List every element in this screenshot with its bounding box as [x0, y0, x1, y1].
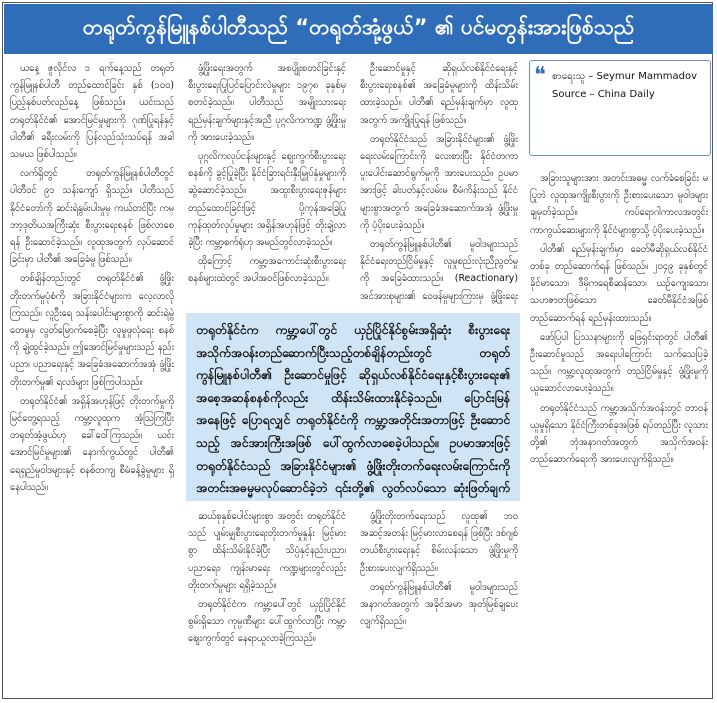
article-column-3-bottom	[360, 508, 518, 694]
article-column-3-top	[360, 60, 518, 308]
paragraph: ပုဂ္ဂလိကလုပ်ငန်းများနှင့် စျေးကွက်စီးပွားရေးစနစ်ကို ခွင့်ပြုခဲ့ပြီး နိုင်ငံခြားရင်းနှီးမြှုပ်နှံမှုများကို ဆွဲဆောင်ခဲ့သည်။ အထူးစီးပွားရေးဇုန်များ တည်ထောင်ခြင်းဖြင့် ပို့ကုန်အခြေပြု ကုန်ထုတ်လုပ်မှုများ အရှိန်အဟုန်ဖြင့် တိုးချဲ့လာခဲ့ပြီး ကမ္ဘာ့စက်ရုံဟု အမည်တွင်လာခဲ့သည်။	[188, 151, 346, 249]
article-headline: တရုတ်ကွန်မြူနစ်ပါတီသည် “တရုတ်အုံ့ဖွယ်” ၏ ပင်မတွန်းအားဖြစ်သည်	[4, 4, 713, 54]
paragraph: ဆယ်စုနှစ်ပေါင်းများစွာ အတွင်း တရုတ်နိုင်ငံသည် ပျမ်းမျှစီးပွားရေးတိုးတက်မှုနှုန်း မြင့်မားစွာ ထိန်းသိမ်းနိုင်ခဲ့ပြီး သိပ္ပံနှင့်နည်းပညာ၊ ပညာရေး၊ ကျန်းမာရေး ကဏ္ဍများတွင်လည်း တိုးတက်မှုများ ရရှိခဲ့သည်။	[188, 511, 346, 591]
paragraph: ဖွံ့ဖြိုးတိုးတက်ရေးသည် လူထု၏ ဘဝအဆင့်အတန်း မြင့်မားလာစေရန် ဖြစ်ပြီး ဒစ်ဂျစ်တယ်စီးပွားရေးနှင့် စိမ်းလန်းသော ဖွံ့ဖြိုးမှုကို ဦးစားပေးလျက်ရှိသည်။	[360, 511, 518, 574]
paragraph: အခြားသူများအား အတင်းအဓမ္မ လက်ခံစေခြင်း မပြုဘဲ လူထုအကျိုးစီးပွားကို ဦးစားပေးသော မူဝါဒများ ချမှတ်ခဲ့သည်။ ကပ်ရောဂါကာလအတွင်း ကာကွယ်ဆေးများကို နိုင်ငံများစွာသို့ ပံ့ပိုးပေးခဲ့သည်။	[530, 173, 708, 236]
article-column-2-bottom	[188, 508, 346, 694]
article-column-1	[10, 60, 174, 694]
paragraph: တရုတ်ကွန်မြူနစ်ပါတီ၏ မူဝါဒများသည် အနာဂတ်အတွက် အခိုင်အမာ အုတ်မြစ်ချပေးလျက်ရှိသည်။	[360, 581, 518, 628]
article-column-2-top	[188, 60, 346, 308]
paragraph: တရုတ်နိုင်ငံ၏ အရှိန်အဟုန်ဖြင့် တိုးတက်မှုကို မြင်တွေ့ရသည့် ကမ္ဘာ့လူထုက အံ့ဩကြပြီး တရုတ်အံ့ဖွယ်ဟု ခေါ်ဝေါ်ကြသည်။ ယင်းအောင်မြင်မှုများ၏ နောက်ကွယ်တွင် ပါတီ၏ ရေရှည်မူဝါဒများနှင့် စနစ်တကျ စီမံခန့်ခွဲမှုများ ရှိနေပါသည်။	[10, 395, 174, 493]
paragraph: တရုတ်နိုင်ငံသည် ကမ္ဘာ့အသိုက်အဝန်းတွင် တာဝန်ယူမှုရှိသော နိုင်ငံကြီးတစ်ခုအဖြစ် ရပ်တည်ပြီး လူသားတို့၏ ဘုံအနာဂတ်အတွက် အသိုက်အဝန်း တည်ဆောက်ရေးကို အားပေးလျက်ရှိသည်။	[530, 402, 708, 466]
paragraph: တရုတ်နိုင်ငံက ကမ္ဘာ့ပေါ်တွင် ယှဉ်ပြိုင်နိုင်စွမ်းရှိသော ကုမ္ပဏီများ ပေါ်ထွက်လာပြီး ကမ္ဘာ့ဈေးကွက်တွင် နေရာယူလာခဲ့ကြသည်။	[188, 599, 346, 645]
byline-box	[529, 60, 711, 156]
paragraph: ဖွံ့ဖြိုးရေးအတွက် အစပျိုးစတင်ခြင်းနှင့် စီးပွားရေးပြုပြင်ပြောင်းလဲမှုများ ၁၉၇၈ ခုနှစ်မှ စတင်ခဲ့သည်။ ပါတီသည် အမျိုးသားရေးရည်မှန်းချက်များနှင့်အညီ ပုဂ္ဂလိကကဏ္ဍ ဖွံ့ဖြိုးမှုကို အားပေးခဲ့သည်။	[188, 63, 346, 143]
quote-mark-icon: ❝	[534, 63, 546, 88]
paragraph: ဦးဆောင်မှုနှင့် ဆိုရှယ်လစ်နိုင်ငံရေးနှင့် စီးပွားရေးစနစ်၏ အခြေခံမူများကို ထိန်းသိမ်းထားခဲ့သည်။ ပါတီ၏ ရည်မှန်းချက်မှာ လူထုအတွက် အကျိုးပြုရန် ဖြစ်သည်။	[360, 63, 518, 126]
paragraph: တစ်ချိန်တည်းတွင် တရုတ်နိုင်ငံ၏ ဖွံ့ဖြိုးတိုးတက်မှုပုံစံကို အခြားနိုင်ငံများက လေ့လာလိုကြသည်။ လူဦးရေ သန်းပေါင်းများစွာကို ဆင်းရဲမွဲတေမှုမှ လွတ်မြောက်စေခဲ့ပြီး လူမှုဖူလုံရေး စနစ်ကို ချဲ့ထွင်ခဲ့သည်။ ဤအောင်မြင်မှုများသည် နည်းပညာ၊ ပညာရေးနှင့် အခြေခံအဆောက်အအုံ ဖွံ့ဖြိုးတိုးတက်မှု၏ ရလဒ်များ ဖြစ်ကြပါသည်။	[10, 273, 174, 388]
byline-author: စာရေးသူ – Seymur Mammadov	[552, 71, 698, 82]
paragraph: ယနေ့ ဇူလိုင်လ ၁ ရက်နေ့သည် တရုတ်ကွန်မြူနစ်ပါတီ တည်ထောင်ခြင်း နှစ် (၁၀၀) ပြည့်နှစ်ပတ်လည်နေ့ ဖြစ်သည်။ ယင်းသည် တရုတ်နိုင်ငံ၏ အောင်မြင်မှုများကို ဂုဏ်ပြုရန်နှင့် ပါတီ၏ ခရီးလမ်းကို ပြန်လည်သုံးသပ်ရန် အခါသမယ ဖြစ်ပါသည်။	[10, 63, 174, 161]
pull-quote: တရုတ်နိုင်ငံက ကမ္ဘာ့ပေါ်တွင် ယှဉ်ပြိုင်နိုင်စွမ်းအရှိဆုံး စီးပွားရေးအသိုက်အဝန်းတည်ဆောက်ပြီးသည့်တစ်ချိန်တည်းတွင် တရုတ်ကွန်မြူနစ်ပါတီ၏ ဦးဆောင်မှုဖြင့် ဆိုရှယ်လစ်နိုင်ငံရေးနှင့်စီးပွားရေး၏ အစေ့အဆန်စနစ်ကိုလည်း ထိန်းသိမ်းထားနိုင်ခဲ့သည်။ ပြောင်းမြန်အနေဖြင့် ပြောရလျှင် တရုတ်နိုင်ငံကို ကမ္ဘာ့အတိုင်းအတာဖြင့် ဦးဆောင်သည့် အင်အားကြီးအဖြစ် ပေါ်ထွက်လာစေခဲ့ပါသည်။ ဥပမာအားဖြင့် တရုတ်နိုင်ငံသည် အခြားနိုင်ငံများ၏ ဖွံ့ဖြိုးတိုးတက်ရေးလမ်းကြောင်းကို အတင်းအဓမ္မမလုပ်ဆောင်ခဲ့ဘဲ ၎င်းတို့၏ လွတ်လပ်သော ဆုံးဖြတ်ချက်	[186, 313, 520, 501]
byline-source: Source – China Daily	[552, 89, 655, 100]
paragraph: ဖော်ပြပါ ပြဿနာများကို ဖြေရှင်းရာတွင် ပါတီ၏ ဦးဆောင်မှုသည် အရေးပါကြောင်း သက်သေပြခဲ့သည်။ ကမ္ဘာ့လူထုအတွက် တည်ငြိမ်မှုနှင့် ဖွံ့ဖြိုးမှုကို ယူဆောင်လာပေးခဲ့သည်။	[530, 331, 708, 395]
paragraph: ထိုကြောင့် ကမ္ဘာ့အကောင်းဆုံးစီးပွားရေးစနစ်များထဲတွင် အပါအဝင်ဖြစ်လာခဲ့သည်။	[188, 256, 346, 285]
paragraph: ပါတီ၏ ရည်မှန်းချက်မှာ ခေတ်မီဆိုရှယ်လစ်နိုင်ငံတစ်ခု တည်ဆောက်ရန် ဖြစ်သည်။ ၂၀၄၉ ခုနှစ်တွင် ခိုင်မာသော၊ ဒီမိုကရေစီဆန်သော၊ ယဉ်ကျေးသော၊ သဟဇာတဖြစ်သော ခေတ်မီနိုင်ငံအဖြစ် တည်ဆောက်ရန် ရည်မှန်းထားသည်။	[530, 243, 708, 324]
paragraph: လက်ရှိတွင် တရုတ်ကွန်မြူနစ်ပါတီတွင် ပါတီဝင် ၉၁ သန်းကျော် ရှိသည်။ ပါတီသည် နိုင်ငံတော်ကို ဆင်းရဲနွမ်းပါးမှုမှ ကယ်တင်ပြီး ကမ္ဘာ့ဒုတိယအကြီးဆုံး စီးပွားရေးစနစ် ဖြစ်လာစေရန် ဦးဆောင်ခဲ့သည်။ လူထုအတွက် လုပ်ဆောင်ခြင်းမှာ ပါတီ၏ အခြေခံမူ ဖြစ်သည်။	[10, 168, 174, 266]
paragraph: တရုတ်နိုင်ငံသည် အခြားနိုင်ငံများ၏ ဖွံ့ဖြိုးရေးလမ်းကြောင်းကို လေးစားပြီး နိုင်ငံတကာ ပူးပေါင်းဆောင်ရွက်မှုကို အားပေးသည်။ ဥပမာအားဖြင့် ခါးပတ်နှင့်လမ်းမ စီမံကိန်းသည် နိုင်ငံများစွာအတွက် အခြေခံအဆောက်အအုံ ဖွံ့ဖြိုးမှုကို ပံ့ပိုးပေးခဲ့သည်။	[360, 133, 518, 231]
article-column-4	[530, 170, 708, 694]
paragraph: တရုတ်ကွန်မြူနစ်ပါတီ၏ မူဝါဒများသည် နိုင်ငံရေးတည်ငြိမ်မှုနှင့် လူမှုစည်းလုံးညီညွတ်မှုကို အခြေခံထားသည်။ (Reactionary) အင်အားစုများ၏ ဝေဖန်မှုများကြားမှ ဖွံ့ဖြိုးရေး	[360, 239, 518, 302]
